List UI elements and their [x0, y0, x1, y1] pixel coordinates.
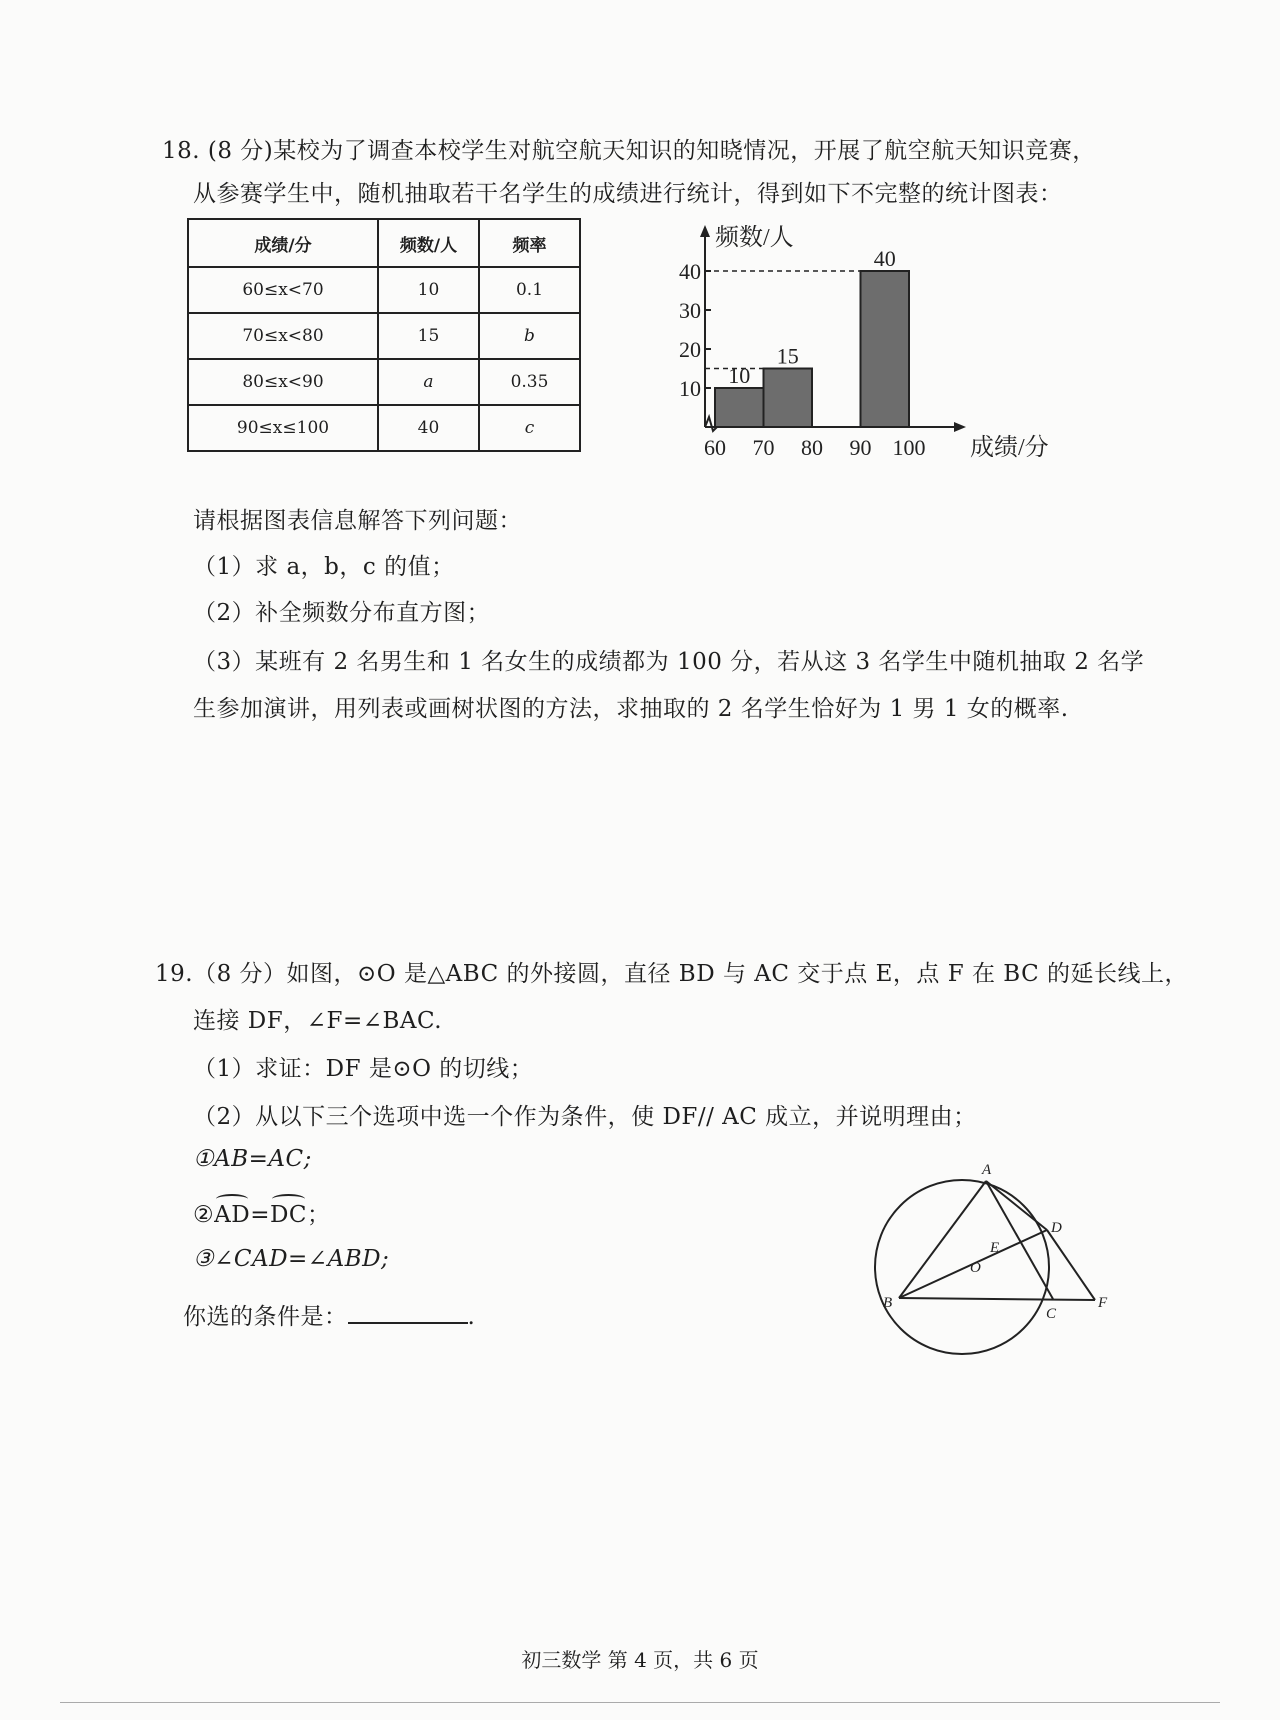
answer-blank[interactable] — [348, 1300, 468, 1324]
q19-answer-line — [183, 1298, 475, 1331]
arc-ad — [214, 1202, 250, 1228]
frequency-histogram — [660, 225, 1080, 470]
point-label-o: O — [970, 1260, 981, 1276]
choice-end: . — [467, 1304, 476, 1330]
table-cell: 60≤x<70 — [188, 267, 378, 313]
q18-sub1: （1）求 a，b，c 的值； — [193, 554, 455, 580]
point-label-a: A — [982, 1162, 992, 1178]
option-2-end: ； — [307, 1202, 331, 1228]
bar-value-label: 15 — [776, 343, 799, 369]
x-axis-label: 成绩/分 — [970, 435, 1049, 461]
table-cell: 90≤x≤100 — [188, 405, 378, 451]
arc-dc — [270, 1202, 307, 1228]
y-axis-arrow — [700, 225, 710, 237]
point-label-b: B — [883, 1295, 893, 1311]
y-tick-label: 30 — [679, 298, 701, 323]
arc-dc-label: DC — [269, 1202, 308, 1228]
circle-o — [875, 1180, 1049, 1354]
x-tick-label: 100 — [892, 435, 926, 460]
table-cell: 70≤x<80 — [188, 313, 378, 359]
x-tick-label: 70 — [752, 435, 775, 460]
x-tick-label: 60 — [704, 435, 726, 460]
table-header-cell: 频数/人 — [378, 219, 479, 267]
q18-sub3-line2: 生参加演讲，用列表或画树状图的方法，求抽取的 2 名学生恰好为 1 男 1 女的概率. — [193, 696, 1069, 722]
x-tick-label: 90 — [849, 435, 872, 460]
segment-ad — [986, 1181, 1047, 1230]
q19-option-3: ③∠CAD=∠ABD; — [193, 1246, 390, 1272]
q19-sub1: （1）求证：DF 是⊙O 的切线； — [193, 1056, 534, 1082]
table-header-cell: 成绩/分 — [188, 219, 378, 267]
table-cell: 15 — [378, 313, 479, 359]
table-row — [188, 313, 580, 359]
q19-option-1: ①AB=AC; — [193, 1146, 312, 1172]
option-2-marker: ② — [193, 1202, 215, 1228]
y-tick-label: 40 — [679, 259, 701, 284]
arc-mark — [216, 1194, 248, 1204]
x-tick-label: 80 — [801, 435, 823, 460]
bar-value-label: 40 — [873, 246, 896, 271]
point-label-e: E — [990, 1240, 1000, 1256]
y-axis-label: 频数/人 — [715, 225, 794, 251]
choice-label: 你选的条件是： — [183, 1304, 348, 1330]
point-label-f: F — [1098, 1295, 1108, 1311]
q18-sub2: （2）补全频数分布直方图； — [193, 600, 491, 626]
table-row — [188, 359, 580, 405]
q19-option-2 — [193, 1196, 331, 1229]
arc-ad-label: AD — [214, 1202, 251, 1228]
frequency-table — [187, 218, 581, 452]
histogram-bar — [715, 388, 764, 427]
histogram-bar — [764, 369, 813, 428]
q19-line2: 连接 DF，∠F=∠BAC. — [193, 1008, 443, 1034]
segment-ab — [899, 1181, 986, 1298]
geometry-figure — [862, 1150, 1112, 1355]
page-footer: 初三数学 第 4 页，共 6 页 — [521, 1648, 759, 1672]
table-header-cell: 频率 — [479, 219, 580, 267]
q18-line2: 从参赛学生中，随机抽取若干名学生的成绩进行统计，得到如下不完整的统计图表： — [193, 181, 1063, 207]
table-cell: 40 — [378, 405, 479, 451]
histogram-bar — [861, 271, 910, 427]
table-cell: 10 — [378, 267, 479, 313]
table-header-row — [188, 219, 580, 267]
table-row — [188, 405, 580, 451]
segment-df — [1047, 1230, 1095, 1300]
y-tick-label: 10 — [679, 376, 701, 401]
arc-mark — [272, 1194, 305, 1204]
y-tick-label: 20 — [679, 337, 701, 362]
table-cell: 80≤x<90 — [188, 359, 378, 405]
table-cell: 0.1 — [479, 267, 580, 313]
bottom-rule — [60, 1702, 1220, 1703]
table-cell: b — [479, 313, 580, 359]
equals-sign: = — [250, 1202, 270, 1228]
point-label-d: D — [1051, 1220, 1062, 1236]
q19-sub2: （2）从以下三个选项中选一个作为条件，使 DF// AC 成立，并说明理由； — [193, 1104, 977, 1130]
q18-sub3-line1: （3）某班有 2 名男生和 1 名女生的成绩都为 100 分，若从这 3 名学生中随机抽取 2 名学 — [193, 649, 1145, 675]
table-row — [188, 267, 580, 313]
table-cell: 0.35 — [479, 359, 580, 405]
table-cell: a — [378, 359, 479, 405]
q19-line1: 19.（8 分）如图，⊙O 是△ABC 的外接圆，直径 BD 与 AC 交于点 E，点 F 在 BC 的延长线上， — [155, 961, 1189, 987]
q18-prompt: 请根据图表信息解答下列问题： — [193, 508, 522, 534]
table-cell: c — [479, 405, 580, 451]
point-label-c: C — [1046, 1306, 1057, 1322]
segment-bf — [899, 1298, 1095, 1300]
q18-line1: 18. (8 分)某校为了调查本校学生对航空航天知识的知晓情况，开展了航空航天知识竞赛， — [162, 138, 1096, 164]
x-axis-arrow — [954, 422, 966, 432]
bar-value-label: 10 — [728, 363, 751, 388]
